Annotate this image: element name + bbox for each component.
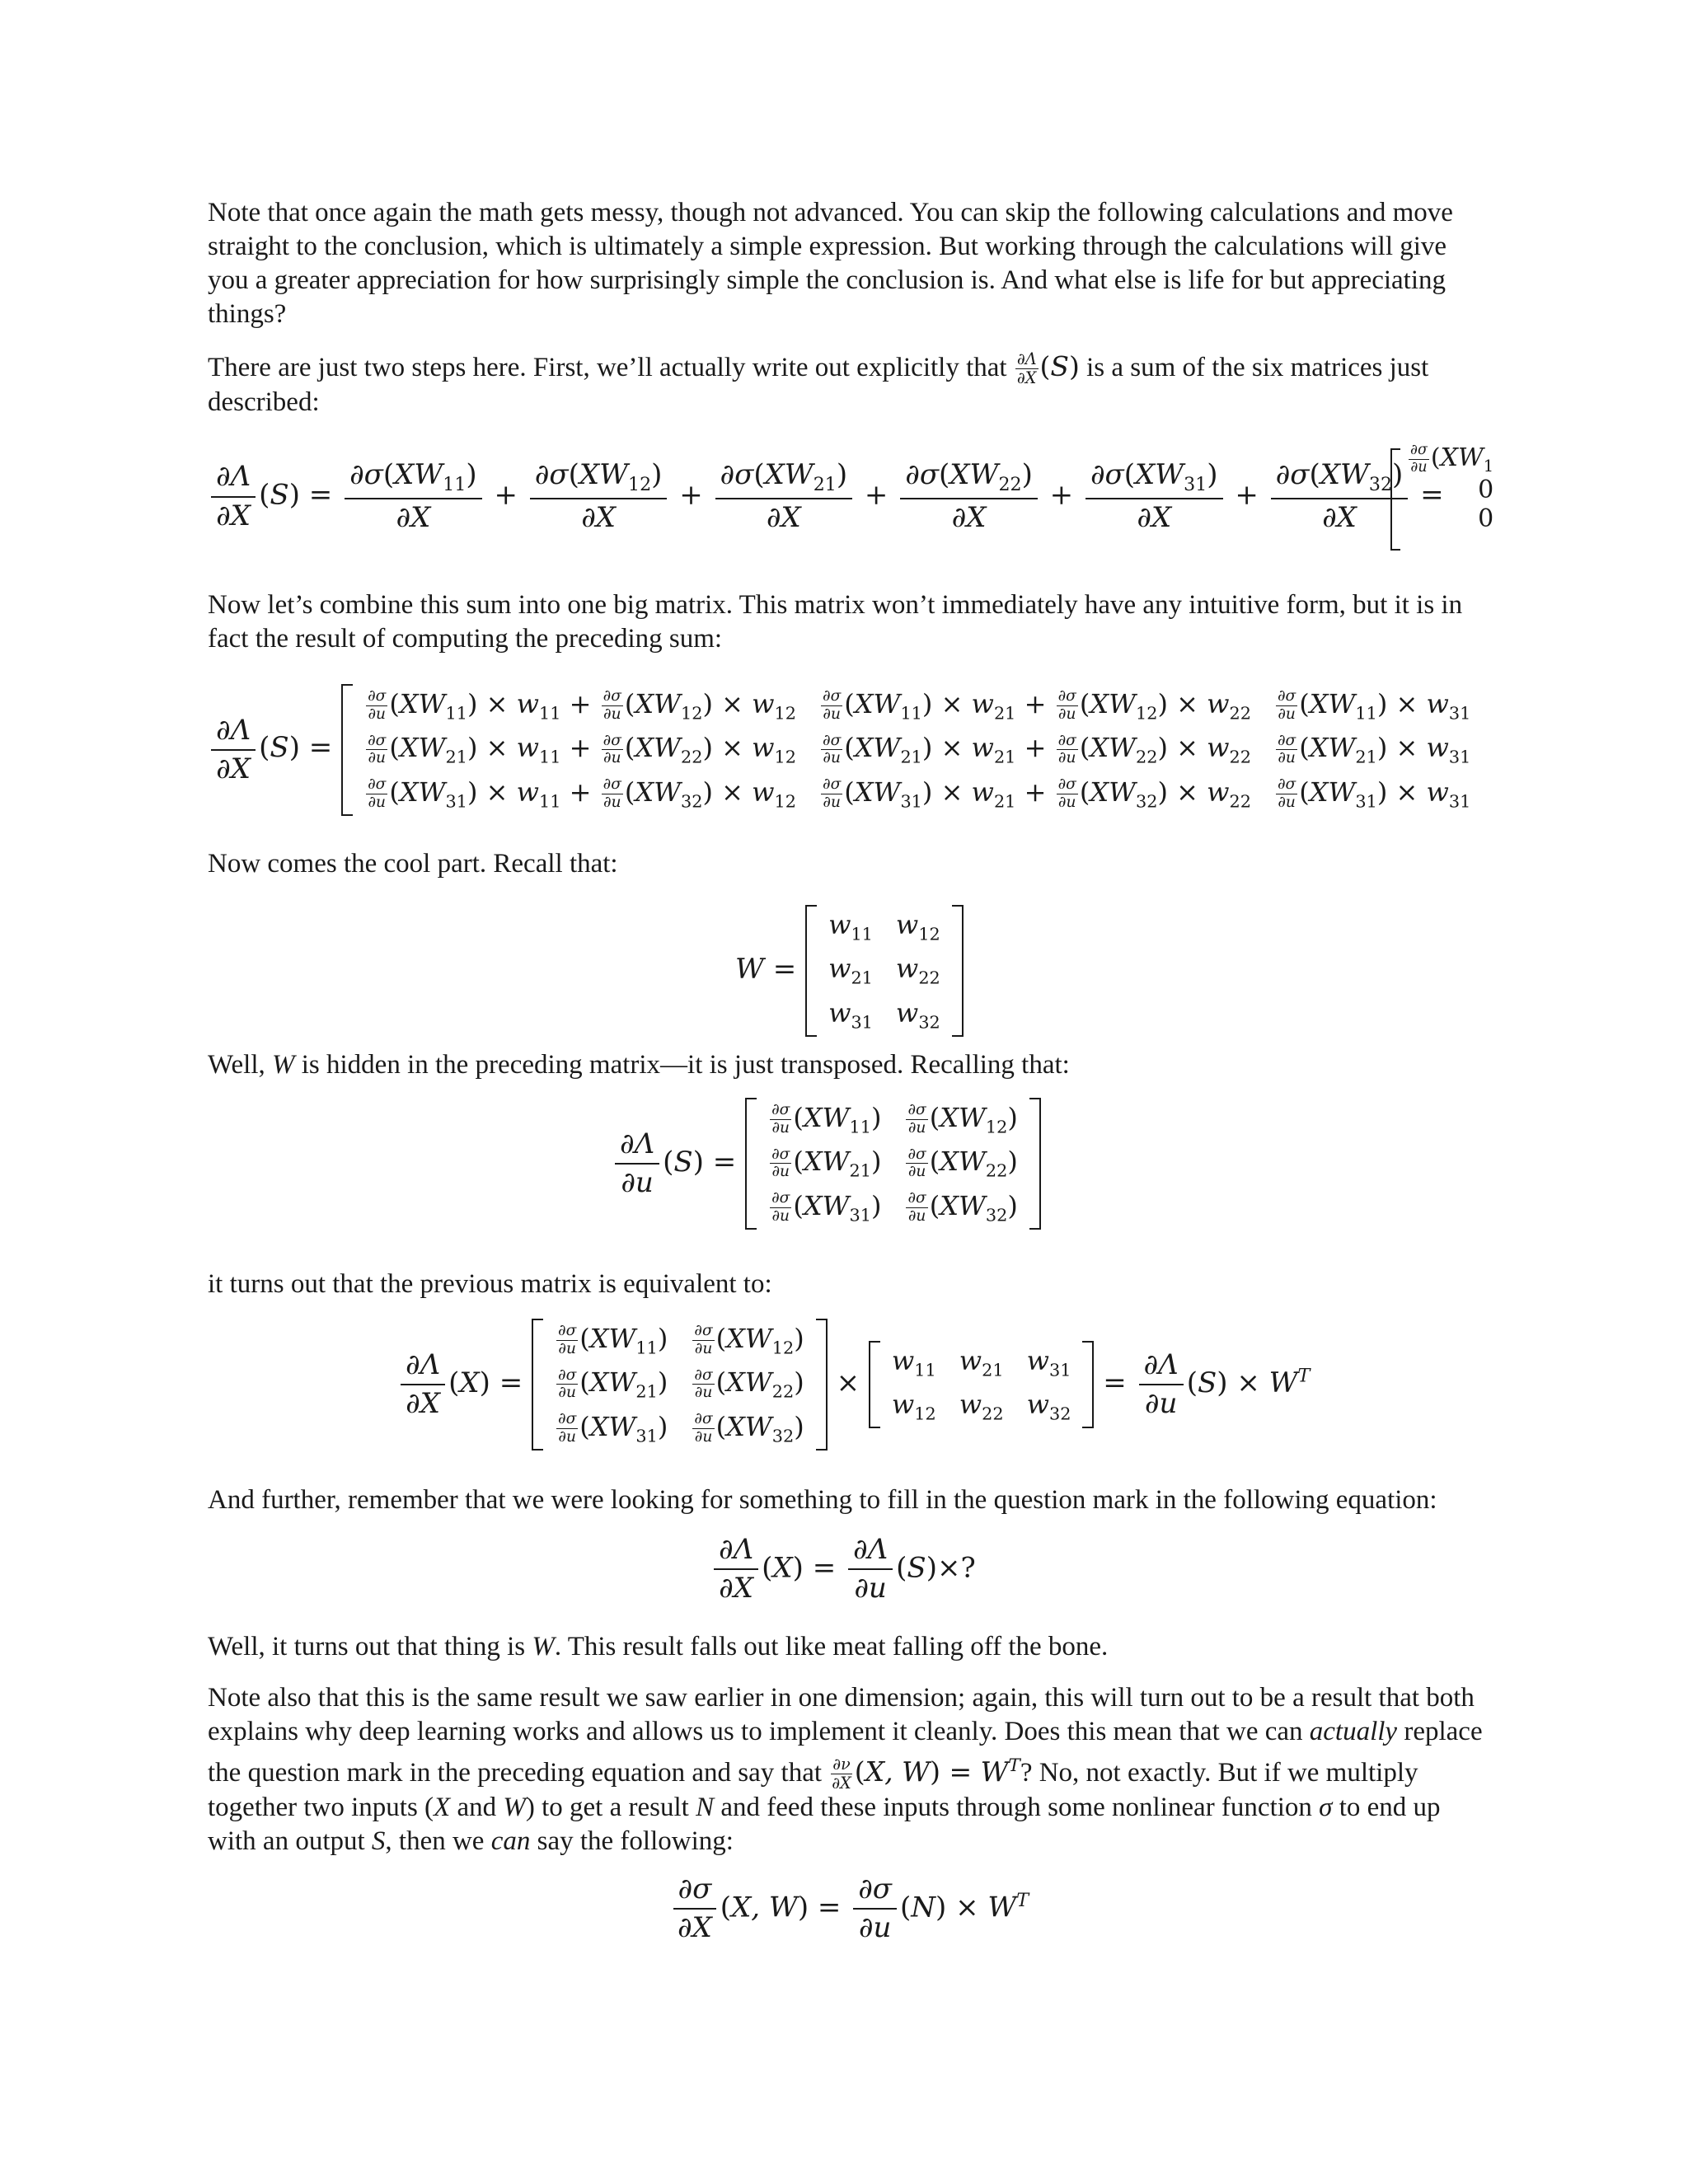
equation-product-WT: $\frac{\partial\Lambda}{\partial X}$ (X) = $\frac{\partial\sigma}{\partial u}$ $(XW_{11})$ $\frac{\partial\sigma}{\partial u}$ $(XW_{12})$ $\frac{\partial\sigma}{\partial u}$ $(XW_{21})$ $\frac{\partial\sigma}{\partial u}$ $(XW_{22})$ $\frac{\partial\sigma}{\partial u}$ $(XW_{31})$ $\frac{\partial\sigma}{\partial u}$ $(XW_{32})$ × $w_{11}$ $w_{21}$ $w_{31}$ $w_{12}$ $w_{22}$ $w_{32}$ = $\frac{\partial\Lambda}{\partial u}$ $(S) \times W^T$ (397, 1319, 1310, 1451)
equation-dLambda-du-matrix: $\frac{\partial\Lambda}{\partial u}$ (S) = $\frac{\partial\sigma}{\partial u}$ $(XW_{11})$ $\frac{\partial\sigma}{\partial u}$ $(XW_{12})$ $\frac{\partial\sigma}{\partial u}$ $(XW_{21})$ $\frac{\partial\sigma}{\partial u}$ $(XW_{22})$ $\frac{\partial\sigma}{\partial u}$ $(XW_{31})$ $\frac{\partial\sigma}{\partial u}$ $(XW_{32})$ (612, 1098, 1041, 1230)
paragraph-combine-sum: Now let’s combine this sum into one big matrix. This matrix won’t immediately have any intuitive form, but it is in fact the result of computing the preceding sum: (208, 590, 1463, 654)
paragraph-cool-part: Now comes the cool part. Recall that: (208, 849, 618, 879)
paragraph-two-steps: There are just two steps here. First, we’ll actually write out explicitly that $\frac{\partial\Lambda}{\partial X}$ (S) is a sum of the six matrices just described: (208, 349, 1429, 417)
paragraph-note-also: Note also that this is the same result we saw earlier in one dimension; again, this will turn out to be a result that both explains why deep learning works and allows us to implement it cleanly. Does this mean that we can actually replace the question mark in the preceding equation and say that $\frac{\partial\nu}{\partial X}$ (X, $W) = W^T$? No, not exactly. But if we multiply together two inputs (X and W) to get a result N and feed these inputs through some nonlinear function σ to end up with an output S, then we can say the following: (208, 1683, 1483, 1856)
equation-clipped-matrix: $\frac{\partial\sigma}{\partial u}$ ($XW_1$ 0 0 (1390, 443, 1506, 551)
equation-sum-six-matrices: $\frac{\partial\Lambda}{\partial X}$ (S) = $\frac{\partial\sigma(XW_{11})}{\partial X}$ + $\frac{\partial\sigma(XW_{12})}{\partial X}$ + $\frac{\partial\sigma(XW_{21})}{\partial X}$ + $\frac{\partial\sigma(XW_{22})}{\partial X}$ + $\frac{\partial\sigma(XW_{31})}{\partial X}$ + $\frac{\partial\sigma(XW_{32})}{\partial X}$ = (208, 460, 1444, 533)
paragraph-intro: Note that once again the math gets messy, though not advanced. You can skip the following calculations and move straight to the conclusion, which is ultimately a simple expression. But working through the calculations will give you a greater appreciation for how surprisingly simple the conclusion is. And what else is life for but appreciating things? (208, 198, 1453, 329)
paragraph-question-mark: And further, remember that we were looking for something to fill in the question mark in the following equation: (208, 1485, 1437, 1515)
equation-W-matrix: W = $w_{11}$ $w_{12}$ $w_{21}$ $w_{22}$ $w_{31}$ $w_{32}$ (735, 905, 964, 1037)
equation-question-mark: $\frac{\partial\Lambda}{\partial X}$ (X) = $\frac{\partial\Lambda}{\partial u}$ (S)×? (710, 1535, 976, 1605)
inline-math-dLambda-dX-S: $\frac{\partial\Lambda}{\partial X}$ (S) (1016, 349, 1080, 387)
inline-math-dnu-dX: $\frac{\partial\nu}{\partial X}$ (X, $W) = W^T$ (832, 1755, 1020, 1793)
equation-big-matrix: $\frac{\partial\Lambda}{\partial X}$ (S) = $\frac{\partial\sigma}{\partial u}$ $(XW_{11}) \times w_{11}$ + $\frac{\partial\sigma}{\partial u}$ $(XW_{12}) \times w_{12}$ $\frac{\partial\sigma}{\partial u}$ $(XW_{11}) \times w_{21}$ + $\frac{\partial\sigma}{\partial u}$ $(XW_{12}) \times w_{22}$ $\frac{\partial\sigma}{\partial u}$ $(XW_{11}) \times w_{31}$ $\frac{\partial\sigma}{\partial u}$ $(XW_{21}) \times w_{11}$ + $\frac{\partial\sigma}{\partial u}$ $(XW_{22}) \times w_{12}$ $\frac{\partial\sigma}{\partial u}$ $(XW_{21}) \times w_{21}$ + $\frac{\partial\sigma}{\partial u}$ $(XW_{22}) \times w_{22}$ $\frac{\partial\sigma}{\partial u}$ $(XW_{21}) \times w_{31}$ $\frac{\partial\sigma}{\partial u}$ $(XW_{31}) \times w_{11}$ + $\frac{\partial\sigma}{\partial u}$ $(XW_{32}) \times w_{12}$ $\frac{\partial\sigma}{\partial u}$ $(XW_{31}) \times w_{21}$ + $\frac{\partial\sigma}{\partial u}$ $(XW_{32}) \times w_{22}$ $\frac{\partial\sigma}{\partial u}$ $(XW_{31}) \times w_{31}$ (208, 684, 1482, 816)
paragraph-W-hidden: Well, W is hidden in the preceding matrix—it is just transposed. Recalling that: (208, 1050, 1070, 1080)
paragraph-thing-is-W: Well, it turns out that thing is W. This result falls out like meat falling off the bone. (208, 1632, 1109, 1661)
paragraph-equivalent: it turns out that the previous matrix is equivalent to: (208, 1269, 772, 1299)
equation-final: $\frac{\partial\sigma}{\partial X}$ (X, W) = $\frac{\partial\sigma}{\partial u}$ $(N) \times W^T$ (669, 1874, 1029, 1944)
